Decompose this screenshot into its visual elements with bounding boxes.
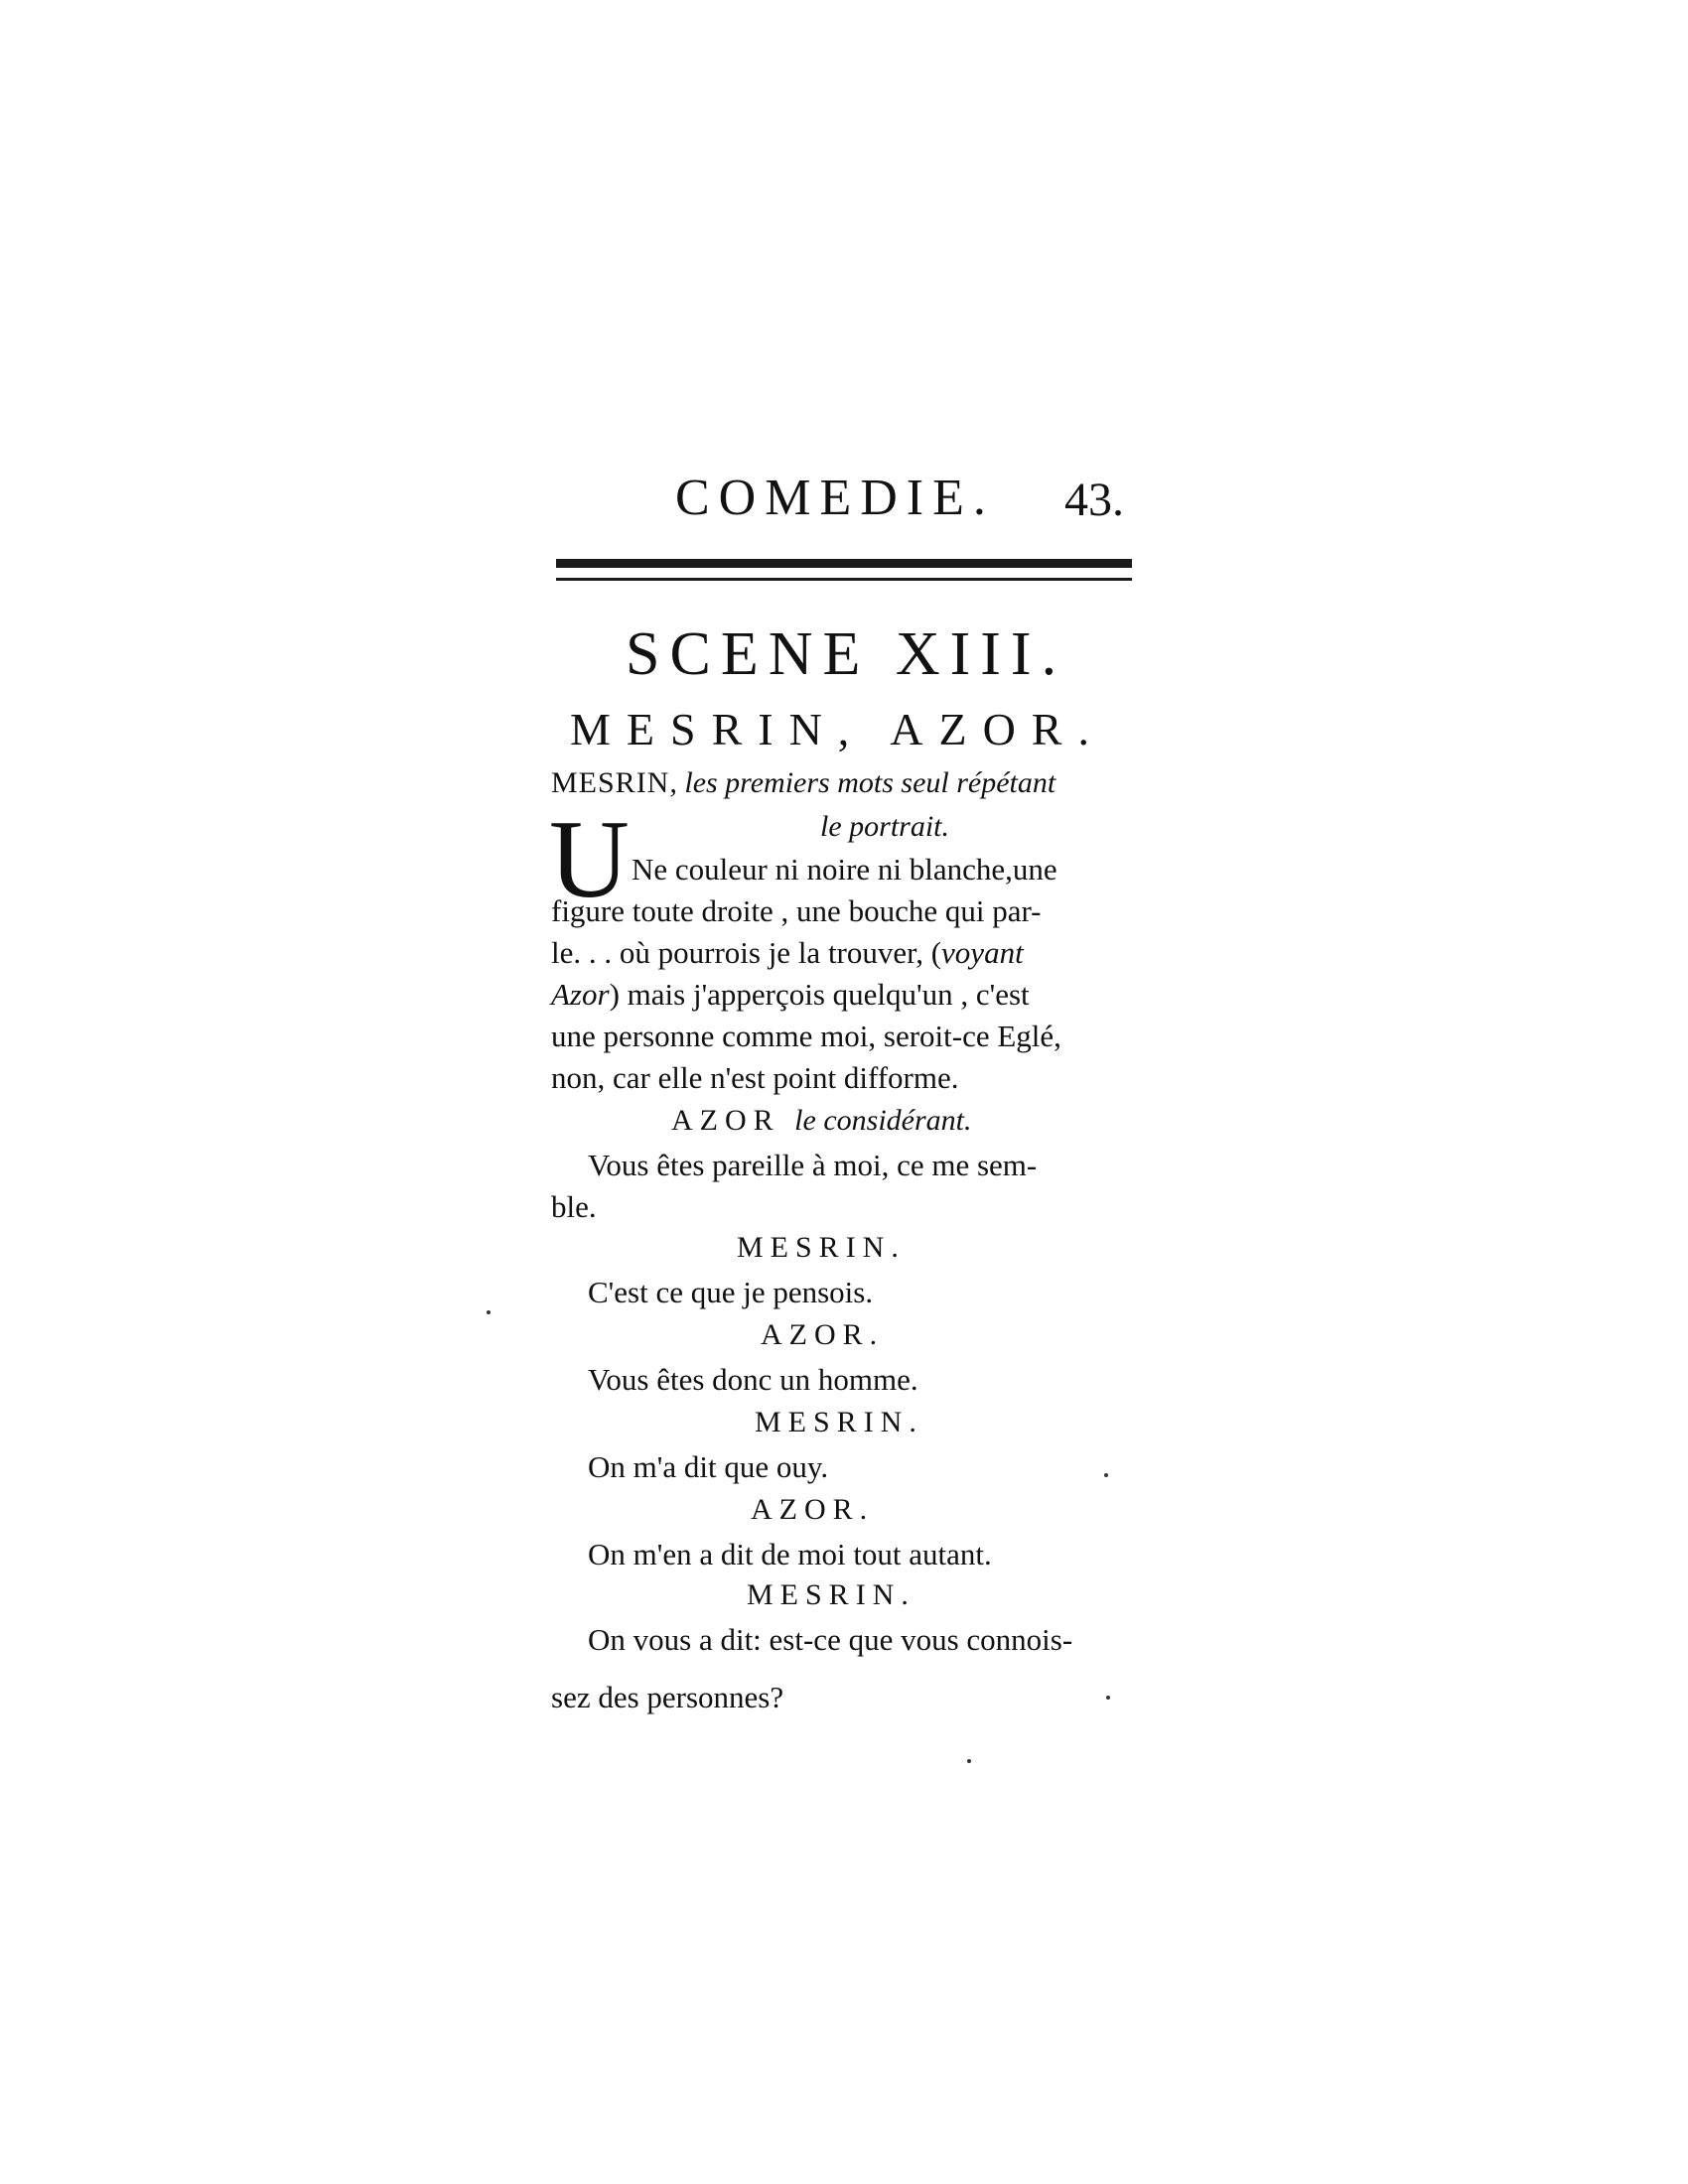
dialogue-line: On m'en a dit de moi tout autant. bbox=[588, 1537, 992, 1571]
opening-line-1: Ne couleur ni noire ni blanche,une bbox=[632, 852, 1057, 887]
dialogue-line: C'est ce que je pensois. bbox=[588, 1275, 874, 1309]
speaker-name: MESRIN. bbox=[737, 1231, 906, 1264]
ink-speck bbox=[967, 1759, 971, 1763]
header-rule-thick bbox=[556, 559, 1132, 568]
speaker-heading bbox=[671, 1104, 971, 1138]
dialogue-line: ble. bbox=[551, 1189, 597, 1224]
dialogue-line: Vous êtes pareille à moi, ce me sem- bbox=[588, 1148, 1038, 1182]
opening-line-4 bbox=[551, 977, 1030, 1013]
opening-line-3-italic: voyant bbox=[941, 935, 1024, 970]
opening-line-3-text: le. . . où pourrois je la trouver, ( bbox=[551, 935, 942, 970]
opening-line-3 bbox=[551, 935, 1024, 971]
scene-characters: MESRIN, AZOR. bbox=[570, 704, 1105, 754]
opening-line-5: une personne comme moi, seroit-ce Eglé, bbox=[551, 1019, 1061, 1053]
ink-speck bbox=[487, 1310, 491, 1314]
speaker-name: MESRIN. bbox=[755, 1406, 923, 1438]
scene-title: SCENE XIII. bbox=[626, 620, 1067, 688]
speaker-name: AZOR. bbox=[761, 1318, 885, 1351]
opening-line-4-italic: Azor bbox=[551, 977, 610, 1012]
opening-line-2: figure toute droite , une bouche qui par- bbox=[551, 893, 1042, 928]
stage-direction-line-2: le portrait. bbox=[820, 810, 950, 843]
dialogue-line: On vous a dit: est-ce que vous connois- bbox=[588, 1622, 1073, 1657]
dialogue-line: Vous êtes donc un homme. bbox=[588, 1362, 918, 1397]
stage-direction-speaker: MESRIN bbox=[551, 766, 670, 799]
stage-direction-line-1 bbox=[551, 766, 1055, 800]
speaker-name: AZOR bbox=[671, 1104, 780, 1137]
page-number: 43. bbox=[1064, 474, 1124, 526]
speaker-name: AZOR. bbox=[751, 1493, 875, 1526]
drop-cap: U bbox=[549, 798, 630, 921]
ink-speck bbox=[1104, 1473, 1108, 1477]
ink-speck bbox=[1106, 1696, 1110, 1700]
speaker-name: MESRIN. bbox=[747, 1578, 915, 1611]
stage-direction-text: , les premiers mots seul répétant bbox=[669, 766, 1056, 799]
running-title: COMEDIE. bbox=[675, 470, 995, 526]
dialogue-line: sez des personnes? bbox=[551, 1680, 784, 1714]
dialogue-line: On m'a dit que ouy. bbox=[588, 1449, 829, 1484]
header-rule-thin bbox=[556, 578, 1132, 581]
opening-line-6: non, car elle n'est point difforme. bbox=[551, 1060, 959, 1095]
speaker-direction: le considérant. bbox=[794, 1104, 972, 1137]
opening-line-4-text: ) mais j'apperçois quelqu'un , c'est bbox=[609, 977, 1030, 1012]
